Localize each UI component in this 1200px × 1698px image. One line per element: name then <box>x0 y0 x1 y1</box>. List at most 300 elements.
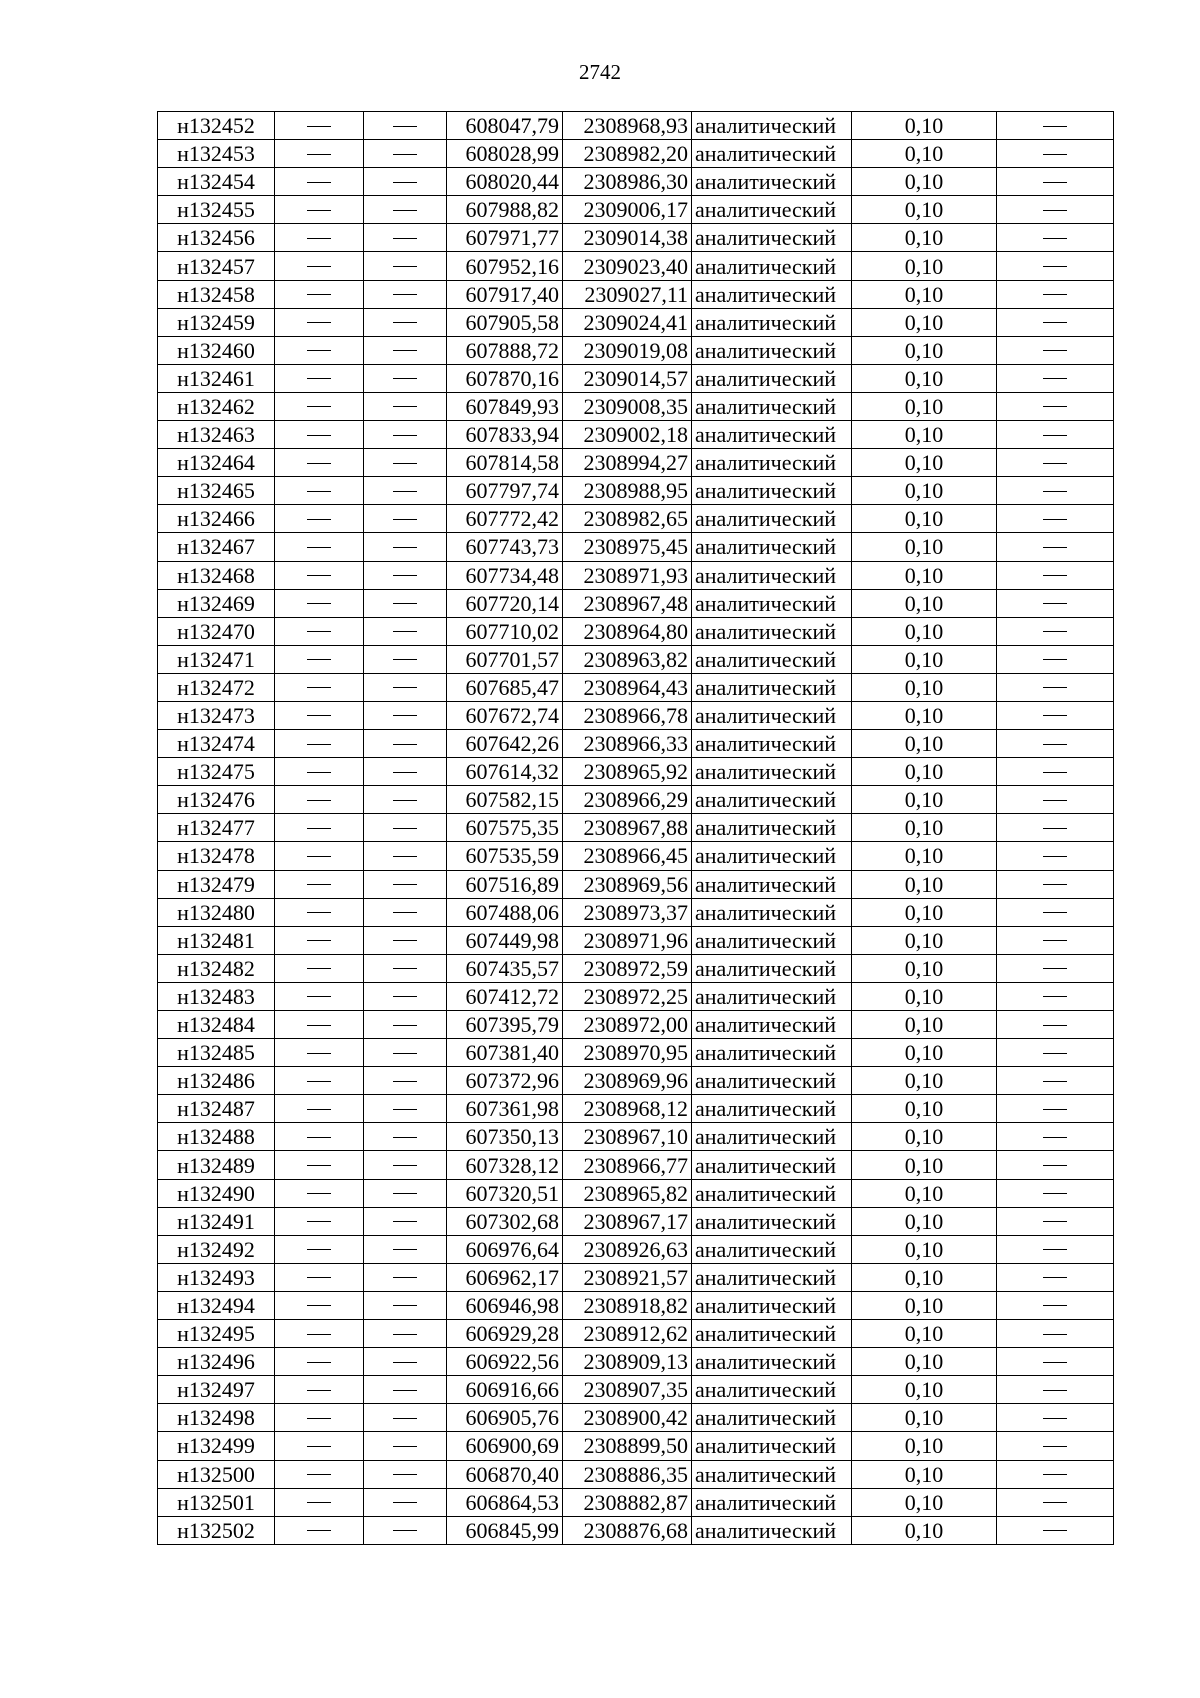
old-y-cell <box>364 308 447 336</box>
accuracy-cell: 0,10 <box>852 421 997 449</box>
old-x-cell <box>275 898 364 926</box>
table-row <box>158 786 1114 814</box>
old-y-cell <box>364 421 447 449</box>
empty-value-dash <box>307 238 331 239</box>
y-coordinate-cell: 2308975,45 <box>563 533 692 561</box>
old-y-cell <box>364 336 447 364</box>
table-row <box>158 589 1114 617</box>
x-coordinate-cell: 607361,98 <box>447 1095 563 1123</box>
old-x-cell <box>275 617 364 645</box>
point-id-cell: н132476 <box>158 786 275 814</box>
empty-value-dash <box>393 238 417 239</box>
x-coordinate-cell: 606976,64 <box>447 1235 563 1263</box>
empty-value-dash <box>393 491 417 492</box>
point-id-cell: н132462 <box>158 392 275 420</box>
empty-value-dash <box>393 1109 417 1110</box>
x-coordinate-cell: 607971,77 <box>447 224 563 252</box>
old-x-cell <box>275 168 364 196</box>
empty-value-dash <box>307 294 331 295</box>
method-cell: аналитический <box>692 280 852 308</box>
table-row <box>158 1039 1114 1067</box>
point-id-cell: н132475 <box>158 758 275 786</box>
old-y-cell <box>364 898 447 926</box>
accuracy-cell: 0,10 <box>852 1348 997 1376</box>
empty-value-dash <box>393 1418 417 1419</box>
empty-value-dash <box>307 1530 331 1531</box>
table-row <box>158 224 1114 252</box>
empty-value-dash <box>393 547 417 548</box>
method-cell: аналитический <box>692 1039 852 1067</box>
old-x-cell <box>275 701 364 729</box>
method-cell: аналитический <box>692 392 852 420</box>
accuracy-cell: 0,10 <box>852 449 997 477</box>
accuracy-cell: 0,10 <box>852 1404 997 1432</box>
y-coordinate-cell: 2308971,96 <box>563 926 692 954</box>
empty-value-dash <box>307 1502 331 1503</box>
x-coordinate-cell: 607412,72 <box>447 982 563 1010</box>
method-cell: аналитический <box>692 898 852 926</box>
x-coordinate-cell: 607888,72 <box>447 336 563 364</box>
description-cell <box>997 673 1114 701</box>
empty-value-dash <box>393 1305 417 1306</box>
point-id-cell: н132490 <box>158 1179 275 1207</box>
old-y-cell <box>364 1320 447 1348</box>
description-cell <box>997 617 1114 645</box>
empty-value-dash <box>1043 1305 1067 1306</box>
x-coordinate-cell: 607743,73 <box>447 533 563 561</box>
accuracy-cell: 0,10 <box>852 505 997 533</box>
table-row <box>158 336 1114 364</box>
old-x-cell <box>275 224 364 252</box>
description-cell <box>997 477 1114 505</box>
empty-value-dash <box>1043 1053 1067 1054</box>
table-row <box>158 533 1114 561</box>
method-cell: аналитический <box>692 336 852 364</box>
point-id-cell: н132481 <box>158 926 275 954</box>
old-y-cell <box>364 617 447 645</box>
empty-value-dash <box>393 1446 417 1447</box>
empty-value-dash <box>1043 491 1067 492</box>
table-row <box>158 140 1114 168</box>
empty-value-dash <box>307 519 331 520</box>
old-x-cell <box>275 364 364 392</box>
y-coordinate-cell: 2308900,42 <box>563 1404 692 1432</box>
empty-value-dash <box>307 435 331 436</box>
old-y-cell <box>364 870 447 898</box>
empty-value-dash <box>307 463 331 464</box>
old-y-cell <box>364 280 447 308</box>
description-cell <box>997 533 1114 561</box>
empty-value-dash <box>393 772 417 773</box>
x-coordinate-cell: 607488,06 <box>447 898 563 926</box>
accuracy-cell: 0,10 <box>852 701 997 729</box>
empty-value-dash <box>1043 547 1067 548</box>
method-cell: аналитический <box>692 168 852 196</box>
description-cell <box>997 645 1114 673</box>
point-id-cell: н132453 <box>158 140 275 168</box>
empty-value-dash <box>393 856 417 857</box>
old-y-cell <box>364 1432 447 1460</box>
empty-value-dash <box>307 1474 331 1475</box>
old-x-cell <box>275 1207 364 1235</box>
point-id-cell: н132497 <box>158 1376 275 1404</box>
method-cell: аналитический <box>692 954 852 982</box>
x-coordinate-cell: 607710,02 <box>447 617 563 645</box>
method-cell: аналитический <box>692 982 852 1010</box>
description-cell <box>997 1095 1114 1123</box>
description-cell <box>997 252 1114 280</box>
accuracy-cell: 0,10 <box>852 1488 997 1516</box>
empty-value-dash <box>307 1418 331 1419</box>
x-coordinate-cell: 607302,68 <box>447 1207 563 1235</box>
description-cell <box>997 842 1114 870</box>
accuracy-cell: 0,10 <box>852 645 997 673</box>
table-row <box>158 168 1114 196</box>
empty-value-dash <box>393 631 417 632</box>
old-y-cell <box>364 168 447 196</box>
x-coordinate-cell: 606845,99 <box>447 1516 563 1544</box>
y-coordinate-cell: 2308994,27 <box>563 449 692 477</box>
x-coordinate-cell: 607917,40 <box>447 280 563 308</box>
old-y-cell <box>364 1235 447 1263</box>
empty-value-dash <box>393 912 417 913</box>
point-id-cell: н132458 <box>158 280 275 308</box>
old-x-cell <box>275 1291 364 1319</box>
empty-value-dash <box>307 715 331 716</box>
accuracy-cell: 0,10 <box>852 112 997 140</box>
method-cell: аналитический <box>692 1432 852 1460</box>
y-coordinate-cell: 2308982,20 <box>563 140 692 168</box>
point-id-cell: н132452 <box>158 112 275 140</box>
old-y-cell <box>364 1011 447 1039</box>
empty-value-dash <box>393 715 417 716</box>
accuracy-cell: 0,10 <box>852 533 997 561</box>
empty-value-dash <box>393 435 417 436</box>
old-x-cell <box>275 1039 364 1067</box>
method-cell: аналитический <box>692 758 852 786</box>
y-coordinate-cell: 2308966,29 <box>563 786 692 814</box>
description-cell <box>997 112 1114 140</box>
table-row <box>158 1179 1114 1207</box>
empty-value-dash <box>393 744 417 745</box>
empty-value-dash <box>1043 772 1067 773</box>
empty-value-dash <box>1043 1081 1067 1082</box>
accuracy-cell: 0,10 <box>852 926 997 954</box>
table-row <box>158 421 1114 449</box>
old-x-cell <box>275 1179 364 1207</box>
old-y-cell <box>364 505 447 533</box>
y-coordinate-cell: 2309019,08 <box>563 336 692 364</box>
table-row <box>158 898 1114 926</box>
accuracy-cell: 0,10 <box>852 589 997 617</box>
accuracy-cell: 0,10 <box>852 1263 997 1291</box>
old-y-cell <box>364 252 447 280</box>
empty-value-dash <box>307 1137 331 1138</box>
empty-value-dash <box>1043 1390 1067 1391</box>
method-cell: аналитический <box>692 561 852 589</box>
point-id-cell: н132494 <box>158 1291 275 1319</box>
description-cell <box>997 308 1114 336</box>
table-row <box>158 758 1114 786</box>
empty-value-dash <box>1043 1502 1067 1503</box>
method-cell: аналитический <box>692 1235 852 1263</box>
empty-value-dash <box>1043 154 1067 155</box>
description-cell <box>997 758 1114 786</box>
table-row <box>158 1095 1114 1123</box>
old-x-cell <box>275 140 364 168</box>
method-cell: аналитический <box>692 589 852 617</box>
x-coordinate-cell: 607952,16 <box>447 252 563 280</box>
empty-value-dash <box>307 154 331 155</box>
empty-value-dash <box>307 996 331 997</box>
method-cell: аналитический <box>692 1207 852 1235</box>
y-coordinate-cell: 2308967,88 <box>563 814 692 842</box>
old-y-cell <box>364 842 447 870</box>
accuracy-cell: 0,10 <box>852 1376 997 1404</box>
point-id-cell: н132465 <box>158 477 275 505</box>
description-cell <box>997 336 1114 364</box>
table-row <box>158 1011 1114 1039</box>
empty-value-dash <box>1043 687 1067 688</box>
old-y-cell <box>364 1123 447 1151</box>
y-coordinate-cell: 2308965,82 <box>563 1179 692 1207</box>
description-cell <box>997 786 1114 814</box>
point-id-cell: н132478 <box>158 842 275 870</box>
empty-value-dash <box>1043 800 1067 801</box>
y-coordinate-cell: 2308965,92 <box>563 758 692 786</box>
method-cell: аналитический <box>692 505 852 533</box>
empty-value-dash <box>307 182 331 183</box>
empty-value-dash <box>393 1053 417 1054</box>
point-id-cell: н132480 <box>158 898 275 926</box>
method-cell: аналитический <box>692 1123 852 1151</box>
description-cell <box>997 364 1114 392</box>
method-cell: аналитический <box>692 1095 852 1123</box>
table-row <box>158 842 1114 870</box>
old-x-cell <box>275 870 364 898</box>
old-y-cell <box>364 701 447 729</box>
method-cell: аналитический <box>692 1067 852 1095</box>
description-cell <box>997 1207 1114 1235</box>
table-row <box>158 730 1114 758</box>
point-id-cell: н132466 <box>158 505 275 533</box>
method-cell: аналитический <box>692 926 852 954</box>
point-id-cell: н132464 <box>158 449 275 477</box>
method-cell: аналитический <box>692 224 852 252</box>
old-x-cell <box>275 954 364 982</box>
old-y-cell <box>364 1207 447 1235</box>
x-coordinate-cell: 607435,57 <box>447 954 563 982</box>
empty-value-dash <box>307 1446 331 1447</box>
old-y-cell <box>364 645 447 673</box>
method-cell: аналитический <box>692 308 852 336</box>
empty-value-dash <box>1043 744 1067 745</box>
table-row <box>158 814 1114 842</box>
y-coordinate-cell: 2308926,63 <box>563 1235 692 1263</box>
table-row <box>158 1207 1114 1235</box>
old-y-cell <box>364 786 447 814</box>
old-x-cell <box>275 1348 364 1376</box>
x-coordinate-cell: 607395,79 <box>447 1011 563 1039</box>
accuracy-cell: 0,10 <box>852 730 997 758</box>
table-row <box>158 954 1114 982</box>
description-cell <box>997 898 1114 926</box>
empty-value-dash <box>307 968 331 969</box>
old-x-cell <box>275 1067 364 1095</box>
method-cell: аналитический <box>692 730 852 758</box>
method-cell: аналитический <box>692 617 852 645</box>
empty-value-dash <box>393 154 417 155</box>
empty-value-dash <box>307 575 331 576</box>
y-coordinate-cell: 2308921,57 <box>563 1263 692 1291</box>
table-row <box>158 1291 1114 1319</box>
table-row <box>158 1488 1114 1516</box>
description-cell <box>997 1460 1114 1488</box>
x-coordinate-cell: 606905,76 <box>447 1404 563 1432</box>
point-id-cell: н132472 <box>158 673 275 701</box>
table-row <box>158 364 1114 392</box>
accuracy-cell: 0,10 <box>852 168 997 196</box>
empty-value-dash <box>307 322 331 323</box>
method-cell: аналитический <box>692 1404 852 1432</box>
old-y-cell <box>364 1067 447 1095</box>
empty-value-dash <box>1043 1530 1067 1531</box>
empty-value-dash <box>393 322 417 323</box>
method-cell: аналитический <box>692 645 852 673</box>
method-cell: аналитический <box>692 1263 852 1291</box>
point-id-cell: н132482 <box>158 954 275 982</box>
description-cell <box>997 505 1114 533</box>
empty-value-dash <box>393 350 417 351</box>
empty-value-dash <box>1043 631 1067 632</box>
y-coordinate-cell: 2308886,35 <box>563 1460 692 1488</box>
method-cell: аналитический <box>692 1460 852 1488</box>
old-y-cell <box>364 533 447 561</box>
empty-value-dash <box>393 828 417 829</box>
empty-value-dash <box>1043 1193 1067 1194</box>
empty-value-dash <box>393 294 417 295</box>
point-id-cell: н132487 <box>158 1095 275 1123</box>
description-cell <box>997 589 1114 617</box>
accuracy-cell: 0,10 <box>852 308 997 336</box>
x-coordinate-cell: 608020,44 <box>447 168 563 196</box>
accuracy-cell: 0,10 <box>852 252 997 280</box>
table-row <box>158 1348 1114 1376</box>
empty-value-dash <box>307 687 331 688</box>
old-y-cell <box>364 1488 447 1516</box>
accuracy-cell: 0,10 <box>852 870 997 898</box>
old-y-cell <box>364 758 447 786</box>
empty-value-dash <box>307 772 331 773</box>
empty-value-dash <box>393 1165 417 1166</box>
empty-value-dash <box>1043 715 1067 716</box>
point-id-cell: н132473 <box>158 701 275 729</box>
empty-value-dash <box>1043 210 1067 211</box>
old-x-cell <box>275 280 364 308</box>
empty-value-dash <box>307 1193 331 1194</box>
table-row <box>158 1151 1114 1179</box>
description-cell <box>997 1235 1114 1263</box>
old-x-cell <box>275 1235 364 1263</box>
accuracy-cell: 0,10 <box>852 336 997 364</box>
old-x-cell <box>275 1516 364 1544</box>
empty-value-dash <box>307 1221 331 1222</box>
table-row <box>158 1376 1114 1404</box>
old-x-cell <box>275 561 364 589</box>
method-cell: аналитический <box>692 1516 852 1544</box>
empty-value-dash <box>1043 435 1067 436</box>
old-x-cell <box>275 1376 364 1404</box>
empty-value-dash <box>307 491 331 492</box>
description-cell <box>997 1179 1114 1207</box>
method-cell: аналитический <box>692 112 852 140</box>
table-row <box>158 308 1114 336</box>
method-cell: аналитический <box>692 140 852 168</box>
empty-value-dash <box>393 406 417 407</box>
table-row <box>158 280 1114 308</box>
empty-value-dash <box>307 940 331 941</box>
table-row <box>158 673 1114 701</box>
accuracy-cell: 0,10 <box>852 1235 997 1263</box>
empty-value-dash <box>307 800 331 801</box>
x-coordinate-cell: 607575,35 <box>447 814 563 842</box>
description-cell <box>997 1432 1114 1460</box>
old-x-cell <box>275 1263 364 1291</box>
x-coordinate-cell: 606870,40 <box>447 1460 563 1488</box>
accuracy-cell: 0,10 <box>852 280 997 308</box>
empty-value-dash <box>1043 294 1067 295</box>
empty-value-dash <box>393 659 417 660</box>
accuracy-cell: 0,10 <box>852 673 997 701</box>
description-cell <box>997 1291 1114 1319</box>
y-coordinate-cell: 2308963,82 <box>563 645 692 673</box>
table-row <box>158 1263 1114 1291</box>
empty-value-dash <box>307 126 331 127</box>
description-cell <box>997 1263 1114 1291</box>
old-x-cell <box>275 533 364 561</box>
method-cell: аналитический <box>692 196 852 224</box>
method-cell: аналитический <box>692 1348 852 1376</box>
empty-value-dash <box>307 1305 331 1306</box>
description-cell <box>997 392 1114 420</box>
old-x-cell <box>275 477 364 505</box>
point-id-cell: н132471 <box>158 645 275 673</box>
point-id-cell: н132456 <box>158 224 275 252</box>
empty-value-dash <box>307 1277 331 1278</box>
y-coordinate-cell: 2308970,95 <box>563 1039 692 1067</box>
x-coordinate-cell: 606916,66 <box>447 1376 563 1404</box>
empty-value-dash <box>307 884 331 885</box>
y-coordinate-cell: 2308909,13 <box>563 1348 692 1376</box>
accuracy-cell: 0,10 <box>852 1179 997 1207</box>
point-id-cell: н132467 <box>158 533 275 561</box>
old-y-cell <box>364 814 447 842</box>
x-coordinate-cell: 607672,74 <box>447 701 563 729</box>
table-row <box>158 392 1114 420</box>
empty-value-dash <box>393 603 417 604</box>
old-x-cell <box>275 730 364 758</box>
accuracy-cell: 0,10 <box>852 477 997 505</box>
x-coordinate-cell: 608047,79 <box>447 112 563 140</box>
point-id-cell: н132479 <box>158 870 275 898</box>
method-cell: аналитический <box>692 252 852 280</box>
table-row <box>158 1516 1114 1544</box>
description-cell <box>997 1376 1114 1404</box>
empty-value-dash <box>1043 940 1067 941</box>
point-id-cell: н132499 <box>158 1432 275 1460</box>
y-coordinate-cell: 2308967,17 <box>563 1207 692 1235</box>
accuracy-cell: 0,10 <box>852 758 997 786</box>
